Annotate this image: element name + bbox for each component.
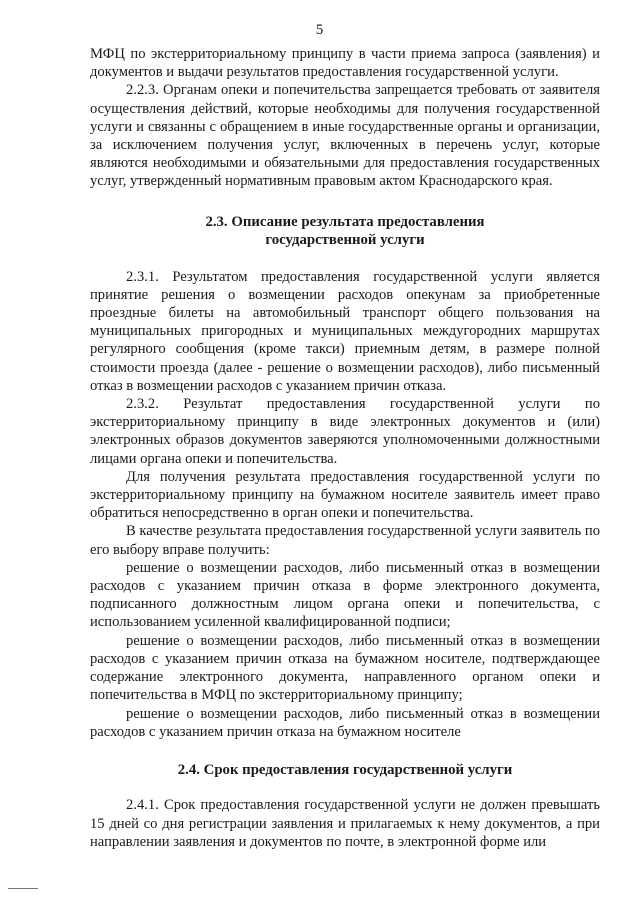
paragraph-2-2-3: 2.2.3. Органам опеки и попечительства запрещается требовать от заявителя осуществления действий, которые необходимы для получения государственной услуги и связанны с обращением в иные государственные органы и организации, за исключением получения услуг, включенных в перечень услуг, которые являются необходимыми и обязательными для предоставления государственных услуг, утвержденный нормативным правовым актом Краснодарского края. — [90, 82, 600, 190]
list-item-electronic: решение о возмещении расходов, либо письменный отказ в возмещении расходов с указанием причин отказа в форме электронного документа, подписанного должностным лицом органа опеки и попечительства, с использованием усиленной квалифицированной подписи; — [90, 559, 600, 631]
paragraph-2-3-1: 2.3.1. Результатом предоставления государственной услуги является принятие решения о возмещении расходов опекунам за приобретенные проездные билеты на автомобильный транспорт общего пользования на муниципальных пригородных и муниципальных междугородних маршрутах регулярного сообщения (кроме такси) приемным детям, в размере полной стоимости проезда (далее - решение о возмещении расходов), либо письменный отказ в возмещении расходов с указанием причин отказа. — [90, 268, 600, 394]
paragraph-2-4-1: 2.4.1. Срок предоставления государственной услуги не должен превышать 15 дней со дня регистрации заявления и прилагаемых к нему документов, а при направлении заявления и документов по почте, в электронной форме или — [90, 797, 600, 850]
document-body — [90, 45, 600, 851]
section-heading-2-3 — [90, 213, 600, 250]
section-heading-2-3-line2: государственной услуги — [265, 232, 425, 249]
list-item-mfc-paper: решение о возмещении расходов, либо письменный отказ в возмещении расходов с указанием причин отказа на бумажном носителе, подтверждающее содержание электронного документа, направленного органом опеки и попечительства в МФЦ по экстерриториальному принципу; — [90, 632, 600, 704]
paragraph-continuation: МФЦ по экстерриториальному принципу в части приема запроса (заявления) и документов и выдачи результатов предоставления государственной услуги. — [90, 46, 600, 81]
footer-rule — [8, 888, 38, 889]
page-number: 5 — [315, 22, 324, 38]
list-item-paper: решение о возмещении расходов, либо письменный отказ в возмещении расходов с указанием причин отказа на бумажном носителе — [90, 705, 600, 740]
paragraph-2-3-2: 2.3.2. Результат предоставления государственной услуги по экстерриториальному принципу в виде электронных документов и (или) электронных образов документов заверяются уполномоченными должностными лицами органа опеки и попечительства. — [90, 396, 600, 467]
section-heading-2-3-line1: 2.3. Описание результата предоставления — [205, 213, 485, 230]
section-heading-2-4: 2.4. Срок предоставления государственной услуги — [177, 761, 513, 778]
paragraph-paper-result: Для получения результата предоставления государственной услуги по экстерриториальному принципу на бумажном носителе заявитель имеет право обратиться непосредственно в орган опеки и попечительства. — [90, 468, 600, 522]
paragraph-result-choice: В качестве результата предоставления государственной услуги заявитель по его выбору вправе получить: — [90, 523, 600, 558]
